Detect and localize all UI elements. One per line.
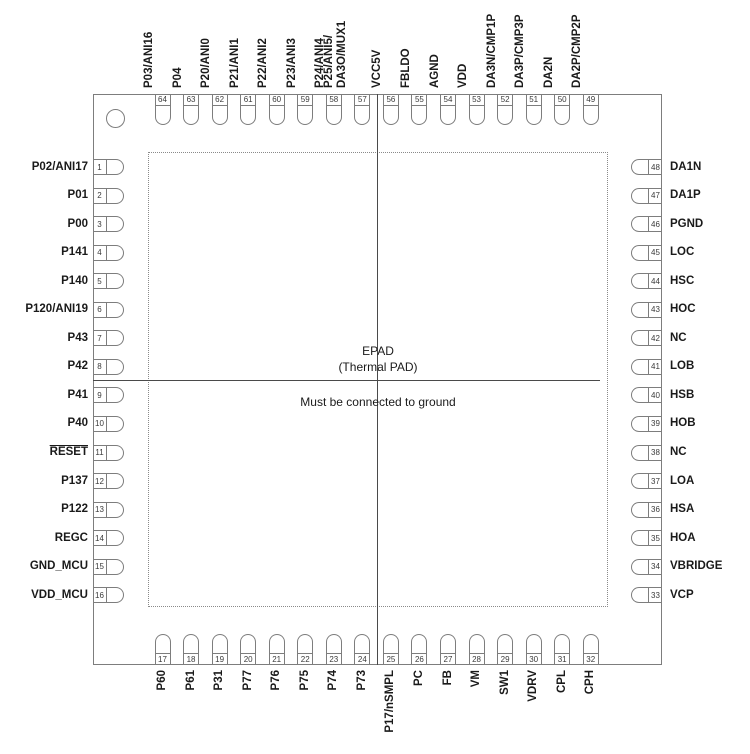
pin-49-number: 49 (584, 94, 598, 106)
pin-61-number: 61 (241, 94, 255, 106)
pin-50 (554, 94, 570, 125)
pin-45 (631, 245, 662, 261)
pin-28-label: VM (470, 670, 483, 688)
pin-43-number: 43 (648, 303, 662, 317)
pin-54-label: AGND (428, 54, 441, 88)
pin-29-number: 29 (498, 653, 512, 665)
pin-27-number: 27 (441, 653, 455, 665)
pin-26-label: PC (412, 670, 425, 686)
pin-7-number: 7 (93, 331, 107, 345)
pin-64 (155, 94, 171, 125)
pin-4 (93, 245, 124, 261)
pin-21-label: P76 (270, 670, 283, 691)
pin1-indicator-icon (106, 109, 125, 128)
pin-12-number: 12 (93, 474, 107, 488)
pin-41-number: 41 (648, 360, 662, 374)
pin-19-number: 19 (213, 653, 227, 665)
pin-9-number: 9 (93, 388, 107, 402)
horizontal-centerline (93, 380, 600, 381)
pin-60-number: 60 (270, 94, 284, 106)
pin-35-label: HOA (670, 531, 696, 544)
pin-58 (326, 94, 342, 125)
pin-59-label: P23/ANI3 (285, 38, 298, 88)
pin-24-number: 24 (355, 653, 369, 665)
pin-31-number: 31 (555, 653, 569, 665)
pin-5-label: P140 (61, 274, 88, 287)
pin-32-label: CPH (584, 670, 597, 695)
pin-31-label: CPL (555, 670, 568, 693)
pin-15-label: GND_MCU (29, 560, 88, 573)
pin-6-number: 6 (93, 303, 107, 317)
pin-49-label: DA2P/CMP2P (571, 14, 584, 88)
pin-45-number: 45 (648, 246, 662, 260)
pin-1-label: P02/ANI17 (31, 160, 88, 173)
pin-2 (93, 188, 124, 204)
pin-51-label: DA3P/CMP3P (514, 14, 527, 88)
pin-30-label: VDRV (527, 670, 540, 702)
pin-23-label: P74 (327, 670, 340, 691)
pin-57-number: 57 (355, 94, 369, 106)
pin-43-label: HOC (670, 303, 696, 316)
pin-33-number: 33 (648, 588, 662, 602)
pin-14 (93, 530, 124, 546)
pin-34-label: VBRIDGE (670, 560, 723, 573)
epad-title-line1: EPAD (362, 344, 394, 358)
pin-14-number: 14 (93, 531, 107, 545)
pin-6-label: P120/ANI19 (25, 303, 88, 316)
pin-8-label: P42 (67, 360, 88, 373)
pin-27 (440, 634, 456, 665)
pin-15-number: 15 (93, 560, 107, 574)
pin-26 (411, 634, 427, 665)
pin-12 (93, 473, 124, 489)
pin-47 (631, 188, 662, 204)
pin-54-number: 54 (441, 94, 455, 106)
pin-4-label: P141 (61, 246, 88, 259)
pin-42-label: NC (670, 331, 687, 344)
pin-12-label: P137 (61, 474, 88, 487)
pin-31 (554, 634, 570, 665)
pin-37 (631, 473, 662, 489)
pin-37-number: 37 (648, 474, 662, 488)
pin-5 (93, 273, 124, 289)
pin-3-label: P00 (67, 217, 88, 230)
pin-14-label: REGC (54, 531, 88, 544)
pin-43 (631, 302, 662, 318)
pin-30 (526, 634, 542, 665)
pin-51-number: 51 (527, 94, 541, 106)
pin-15 (93, 559, 124, 575)
pin-24 (354, 634, 370, 665)
pin-40-label: HSB (670, 388, 695, 401)
pin-62 (212, 94, 228, 125)
pin-22-label: P75 (298, 670, 311, 691)
pin-40 (631, 387, 662, 403)
pin-42-number: 42 (648, 331, 662, 345)
pin-44-number: 44 (648, 274, 662, 288)
pin-63-label: P04 (171, 67, 184, 88)
pin-39-label: HOB (670, 417, 696, 430)
pin-20-number: 20 (241, 653, 255, 665)
pin-47-number: 47 (648, 189, 662, 203)
pin-60 (269, 94, 285, 125)
pin-28-number: 28 (470, 653, 484, 665)
pin-21-number: 21 (270, 653, 284, 665)
pin-47-label: DA1P (670, 189, 701, 202)
pin-10-number: 10 (93, 417, 107, 431)
pin-61 (240, 94, 256, 125)
pin-11-label: RESET (49, 446, 88, 458)
pin-64-label: P03/ANI16 (143, 31, 155, 88)
pin-56-number: 56 (384, 94, 398, 106)
pin-21 (269, 634, 285, 665)
pin-13 (93, 502, 124, 518)
pin-32 (583, 634, 599, 665)
pin-58-number: 58 (327, 94, 341, 106)
pin-62-number: 62 (213, 94, 227, 106)
pin-64-number: 64 (156, 94, 170, 106)
pin-4-number: 4 (93, 246, 107, 260)
pin-40-number: 40 (648, 388, 662, 402)
pin-19-label: P31 (213, 670, 226, 691)
pin-45-label: LOC (670, 246, 695, 259)
pin-63-number: 63 (184, 94, 198, 106)
pin-41-label: LOB (670, 360, 695, 373)
pin-52-label: DA3N/CMP1P (485, 13, 498, 88)
pin-33-label: VCP (670, 588, 694, 601)
pin-23 (326, 634, 342, 665)
pin-20 (240, 634, 256, 665)
pin-11 (93, 445, 124, 461)
pin-57-label: P25/ANI5/ DA3O/MUX1 (323, 20, 349, 88)
pin-44-label: HSC (670, 274, 695, 287)
pin-59 (297, 94, 313, 125)
pin-62-label: P20/ANI0 (200, 38, 213, 88)
epad-note: Must be connected to ground (300, 395, 456, 409)
pin-17-number: 17 (156, 653, 170, 665)
pin-3-number: 3 (93, 217, 107, 231)
pin-56-label: VCC5V (371, 49, 384, 88)
pin-22 (297, 634, 313, 665)
pin-8 (93, 359, 124, 375)
pin-28 (469, 634, 485, 665)
pin-29-label: SW1 (498, 670, 511, 695)
pin-38-number: 38 (648, 446, 662, 460)
pin-32-number: 32 (584, 653, 598, 665)
pin-36-number: 36 (648, 503, 662, 517)
pin-23-number: 23 (327, 653, 341, 665)
pin-9 (93, 387, 124, 403)
pin-34-number: 34 (648, 560, 662, 574)
pin-17 (155, 634, 171, 665)
pin-49 (583, 94, 599, 125)
pin-39-number: 39 (648, 417, 662, 431)
pin-61-label: P21/ANI1 (228, 38, 241, 88)
pin-10 (93, 416, 124, 432)
pin-26-number: 26 (412, 653, 426, 665)
pin-38-label: NC (670, 446, 687, 458)
pin-52-number: 52 (498, 94, 512, 106)
pin-16-number: 16 (93, 588, 107, 602)
pin-52 (497, 94, 513, 125)
pin-53-label: VDD (457, 63, 470, 88)
pin-7 (93, 330, 124, 346)
pin-7-label: P43 (67, 331, 88, 344)
pin-50-label: DA2N (542, 56, 555, 88)
pin-16-label: VDD_MCU (31, 588, 88, 601)
epad-title-line2: (Thermal PAD) (338, 360, 418, 374)
pin-36 (631, 502, 662, 518)
pin-20-label: P77 (241, 670, 254, 691)
pin-46-label: PGND (670, 217, 704, 230)
pin-63 (183, 94, 199, 125)
pin-24-label: P73 (355, 670, 368, 691)
pin-25-number: 25 (384, 653, 398, 665)
pin-35-number: 35 (648, 531, 662, 545)
pin-9-label: P41 (67, 388, 88, 401)
pin-2-label: P01 (67, 189, 88, 202)
pin-2-number: 2 (93, 189, 107, 203)
pin-1 (93, 159, 124, 175)
pin-37-label: LOA (670, 474, 695, 487)
pin-35 (631, 530, 662, 546)
pin-36-label: HSA (670, 503, 695, 516)
pin-27-label: FB (441, 670, 454, 686)
pin-54 (440, 94, 456, 125)
pin-57 (354, 94, 370, 125)
pin-48 (631, 159, 662, 175)
pin-58-label: P24/ANI4 (314, 38, 327, 88)
pin-29 (497, 634, 513, 665)
pin-18-number: 18 (184, 653, 198, 665)
epad-title (178, 343, 578, 375)
pin-3 (93, 216, 124, 232)
pin-18 (183, 634, 199, 665)
pin-59-number: 59 (298, 94, 312, 106)
pin-30-number: 30 (527, 653, 541, 665)
pin-48-number: 48 (648, 160, 662, 174)
pin-38 (631, 445, 662, 461)
pin-17-label: P60 (156, 670, 168, 691)
pin-51 (526, 94, 542, 125)
pin-56 (383, 94, 399, 125)
pin-48-label: DA1N (670, 160, 702, 173)
pin-42 (631, 330, 662, 346)
pin-13-number: 13 (93, 503, 107, 517)
pin-60-label: P22/ANI2 (257, 38, 270, 88)
pin-55-label: FBLDO (399, 48, 412, 88)
pin-39 (631, 416, 662, 432)
pin-55-number: 55 (412, 94, 426, 106)
pin-33 (631, 587, 662, 603)
pin-50-number: 50 (555, 94, 569, 106)
pin-19 (212, 634, 228, 665)
pin-10-label: P40 (67, 417, 88, 430)
pin-55 (411, 94, 427, 125)
pin-13-label: P122 (61, 503, 88, 516)
pin-44 (631, 273, 662, 289)
pin-25-label: P17/nSMPL (384, 670, 397, 733)
pin-16 (93, 587, 124, 603)
pin-18-label: P61 (184, 670, 197, 691)
pin-34 (631, 559, 662, 575)
pin-41 (631, 359, 662, 375)
pin-53-number: 53 (470, 94, 484, 106)
pin-11-number: 11 (93, 446, 107, 460)
pin-46-number: 46 (648, 217, 662, 231)
pin-1-number: 1 (93, 160, 107, 174)
pin-46 (631, 216, 662, 232)
pin-53 (469, 94, 485, 125)
pin-6 (93, 302, 124, 318)
pin-8-number: 8 (93, 360, 107, 374)
pin-5-number: 5 (93, 274, 107, 288)
pin-25 (383, 634, 399, 665)
pin-22-number: 22 (298, 653, 312, 665)
